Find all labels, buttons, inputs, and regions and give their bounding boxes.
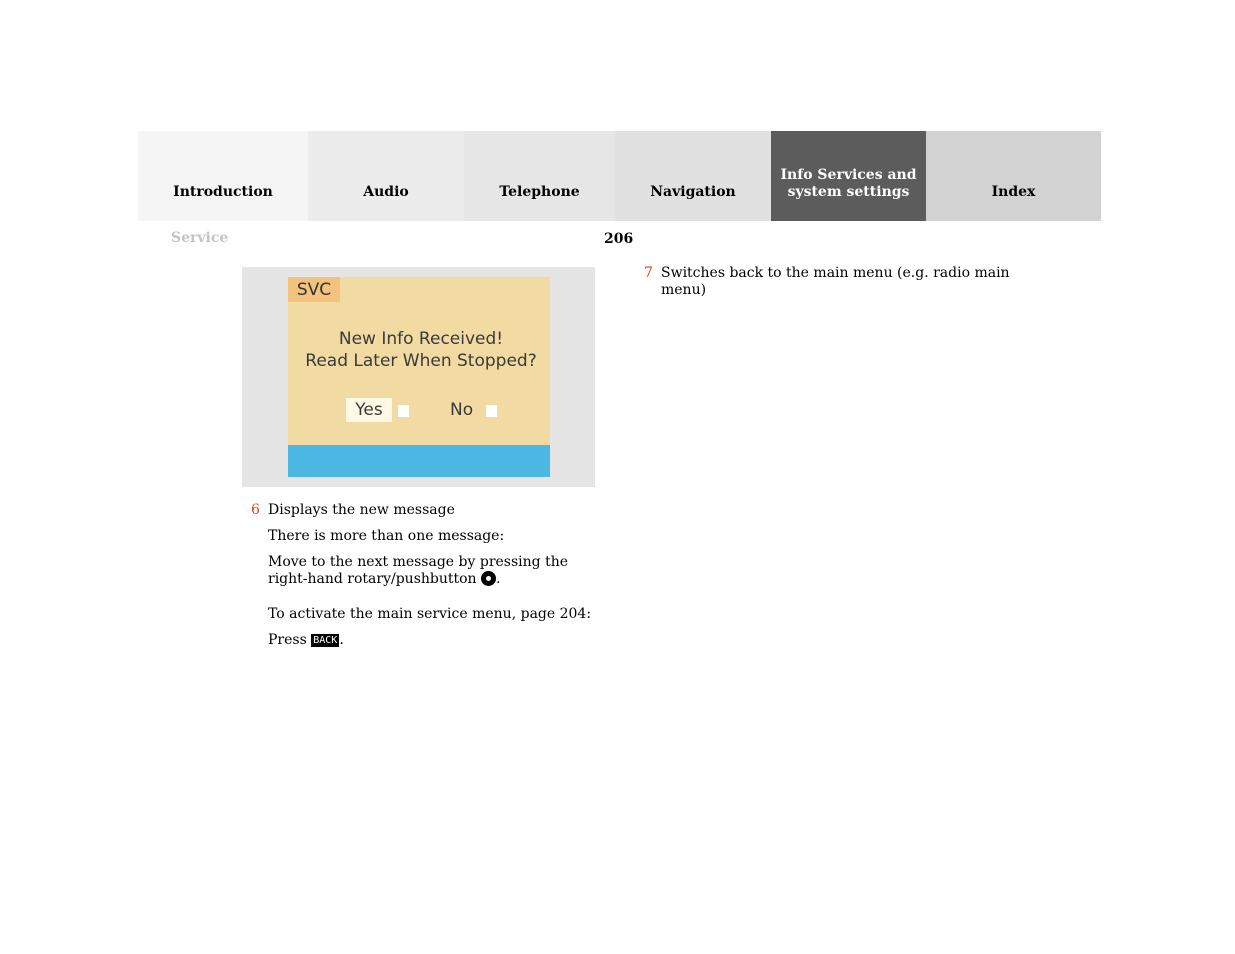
chapter-tabs (138, 131, 1101, 221)
paragraph-press-back (268, 632, 344, 649)
tab-info-services[interactable] (771, 131, 926, 221)
tab-index[interactable] (926, 131, 1101, 221)
item-number-6: 6 (251, 502, 260, 518)
paragraph-next-message-line1: Move to the next message by pressing the (268, 554, 569, 570)
paragraph-next-message-text: right-hand rotary/pushbutton (268, 571, 477, 587)
item-6-title: Displays the new message (268, 502, 455, 518)
paragraph-more-messages: There is more than one message: (268, 528, 505, 544)
screen-status-bar (288, 445, 550, 477)
page-number: 206 (604, 231, 634, 247)
svc-tag: SVC (288, 277, 340, 302)
tab-label: Index (991, 184, 1036, 200)
item-7-line2: menu) (661, 282, 707, 298)
item-number-7: 7 (644, 265, 653, 281)
tab-label: Navigation (650, 184, 736, 200)
screen-yes-option: Yes (346, 398, 392, 422)
tab-label: Telephone (499, 184, 580, 200)
press-text: Press (268, 632, 307, 648)
display-screen (288, 277, 550, 477)
tab-introduction[interactable] (138, 131, 308, 221)
tab-label: Info Services and system settings (780, 167, 917, 200)
period: . (339, 632, 344, 648)
screen-no-option: No (450, 400, 474, 420)
tab-label: Audio (363, 184, 409, 200)
screen-message-line2: Read Later When Stopped? (305, 351, 537, 371)
rotary-pushbutton-icon (481, 571, 496, 586)
back-key-icon: BACK (313, 635, 338, 646)
item-7-line1: Switches back to the main menu (e.g. radio main (661, 265, 1010, 281)
yes-indicator-box (398, 405, 409, 417)
tab-label: Introduction (173, 184, 273, 200)
section-title: Service (171, 230, 229, 246)
paragraph-next-message-line2 (268, 571, 568, 588)
paragraph-next-message (268, 554, 568, 588)
no-indicator-box (486, 405, 497, 417)
tab-telephone[interactable] (464, 131, 615, 221)
tab-audio[interactable] (308, 131, 464, 221)
tab-navigation[interactable] (615, 131, 771, 221)
screen-message (288, 328, 550, 372)
display-illustration (242, 267, 595, 487)
paragraph-activate-menu: To activate the main service menu, page 204: (268, 606, 592, 622)
screen-message-line1: New Info Received! (338, 329, 504, 349)
item-7-text (661, 265, 1010, 299)
period: . (496, 571, 501, 587)
